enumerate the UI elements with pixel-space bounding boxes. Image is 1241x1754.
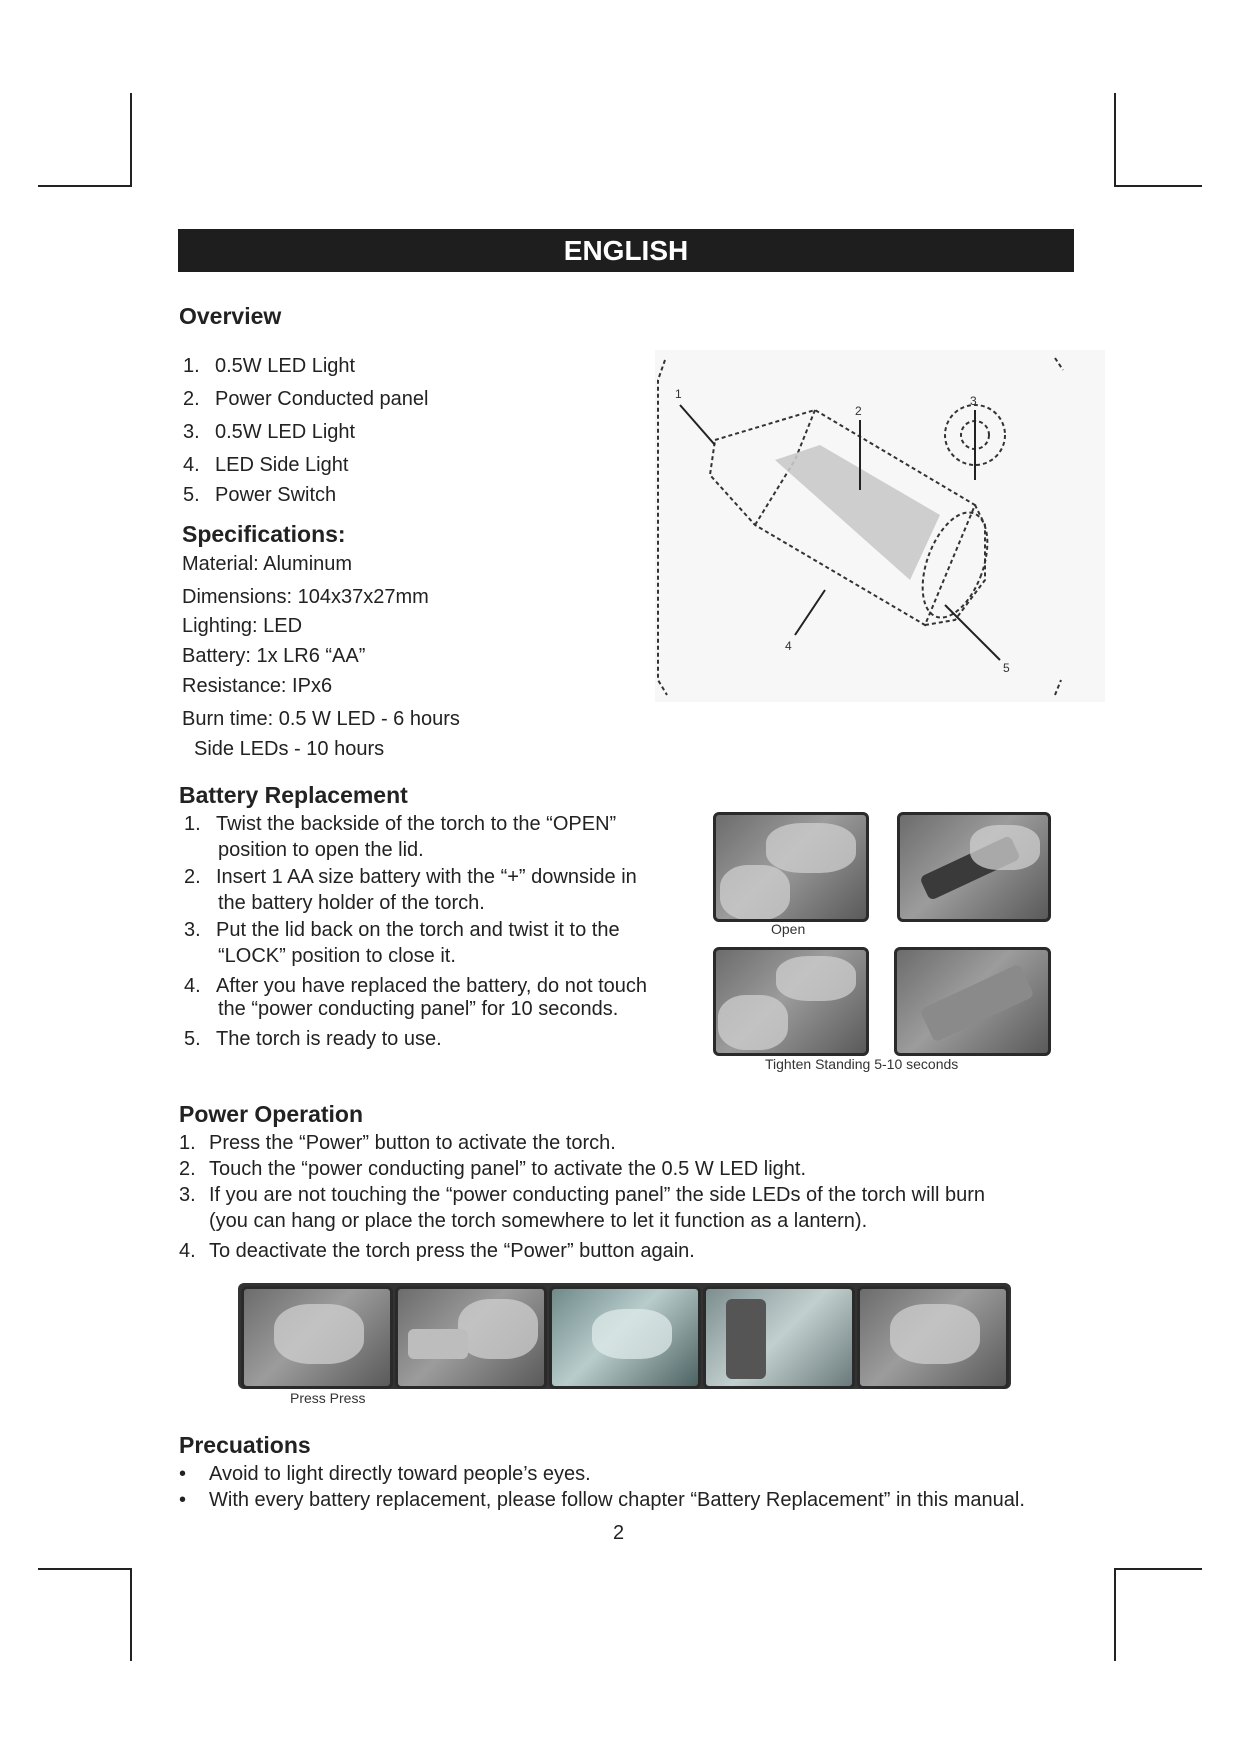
callout-label: 1 [675,387,682,401]
list-item: 3. If you are not touching the “power conducting panel” the side LEDs of the torch will burn [179,1184,986,1206]
battery-replacement-heading: Battery Replacement [179,782,408,808]
caption-open: Open [771,921,806,937]
list-item: • Avoid to light directly toward people’s eyes. [179,1463,591,1485]
list-item: 3. 0.5W LED Light [183,421,356,443]
crop-mark [1114,185,1202,187]
precautions-heading: Precuations [179,1432,311,1458]
battery-steps: 1. Twist the backside of the torch to the “OPEN” position to open the lid. 2. Insert 1 AA size battery with the “+” downside in the battery holder of the torch. 3. Put the lid back on the torch and twist it to the “LOCK” position to close it. 4. After you have replaced the battery, do not touch the “power conducting panel” for 10 seconds. 5. The torch is ready to use. [184,813,647,1054]
power-steps: 1. Press the “Power” button to activate the torch. 2. Touch the “power conducting panel” to activate the 0.5 W LED light. 3. If you are not touching the “power conducting panel” the side LEDs of the torch will burn (you can hang or place the torch somewhere to let it function as a lantern). 4. To deactivate the torch press the “Power” button again. [179,1132,985,1266]
callout-label: 3 [970,394,977,408]
crop-mark [130,93,132,187]
list-item: 3. Put the lid back on the torch and twist it to the [184,919,620,941]
spec-material: Material: Aluminum [182,553,353,575]
photo-press-power-2 [395,1286,547,1389]
crop-mark [1114,93,1116,187]
overview-heading: Overview [179,303,282,329]
list-item: 1. Twist the backside of the torch to the “OPEN” [184,813,617,835]
crop-mark [130,1568,132,1661]
spec-side-leds: Side LEDs - 10 hours [194,738,385,760]
spec-lighting: Lighting: LED [182,615,303,637]
list-item: 4. After you have replaced the battery, do not touch [184,975,648,997]
precautions-list [179,1463,1025,1515]
spec-battery: Battery: 1x LR6 “AA” [182,645,366,667]
photo-insert-battery [897,812,1051,922]
list-item: 1. Press the “Power” button to activate the torch. [179,1132,616,1154]
caption-press: Press Press [290,1390,366,1406]
callout-label: 2 [855,404,862,418]
spec-resistance: Resistance: IPx6 [182,675,333,697]
crop-mark [1114,1568,1116,1661]
photo-close-lid [713,947,869,1056]
photo-press-power-off [857,1286,1009,1389]
specifications-heading: Specifications: [182,521,346,547]
list-item: 2. Power Conducted panel [183,388,429,410]
list-item: 4. To deactivate the torch press the “Power” button again. [179,1240,695,1262]
photo-light-beam [549,1286,701,1389]
list-item: 1. 0.5W LED Light [183,355,356,377]
list-item: 5. The torch is ready to use. [184,1028,442,1050]
list-item: 4. LED Side Light [183,454,349,476]
callout-label: 4 [785,639,792,653]
list-item: 2. Touch the “power conducting panel” to activate the 0.5 W LED light. [179,1158,807,1180]
power-operation-heading: Power Operation [179,1101,364,1127]
photo-lantern [703,1286,855,1389]
torch-diagram [655,350,1105,702]
spec-burn-time: Burn time: 0.5 W LED - 6 hours [182,708,460,730]
list-item: • With every battery replacement, please follow chapter “Battery Replacement” in this manual. [179,1489,1025,1511]
list-item: 5. Power Switch [183,484,337,506]
crop-mark [38,185,132,187]
photo-press-power [241,1286,393,1389]
photo-torch-standing [894,947,1051,1056]
overview-list [183,355,428,514]
language-banner: ENGLISH [178,229,1074,272]
page-number: 2 [613,1522,625,1544]
caption-tighten: Tighten Standing 5-10 seconds [765,1056,959,1072]
crop-mark [1114,1568,1202,1570]
crop-mark [38,1568,132,1570]
callout-label: 5 [1003,661,1010,675]
photo-open-lid [713,812,869,922]
spec-dimensions: Dimensions: 104x37x27mm [182,586,429,608]
list-item: 2. Insert 1 AA size battery with the “+” downside in [184,866,637,888]
